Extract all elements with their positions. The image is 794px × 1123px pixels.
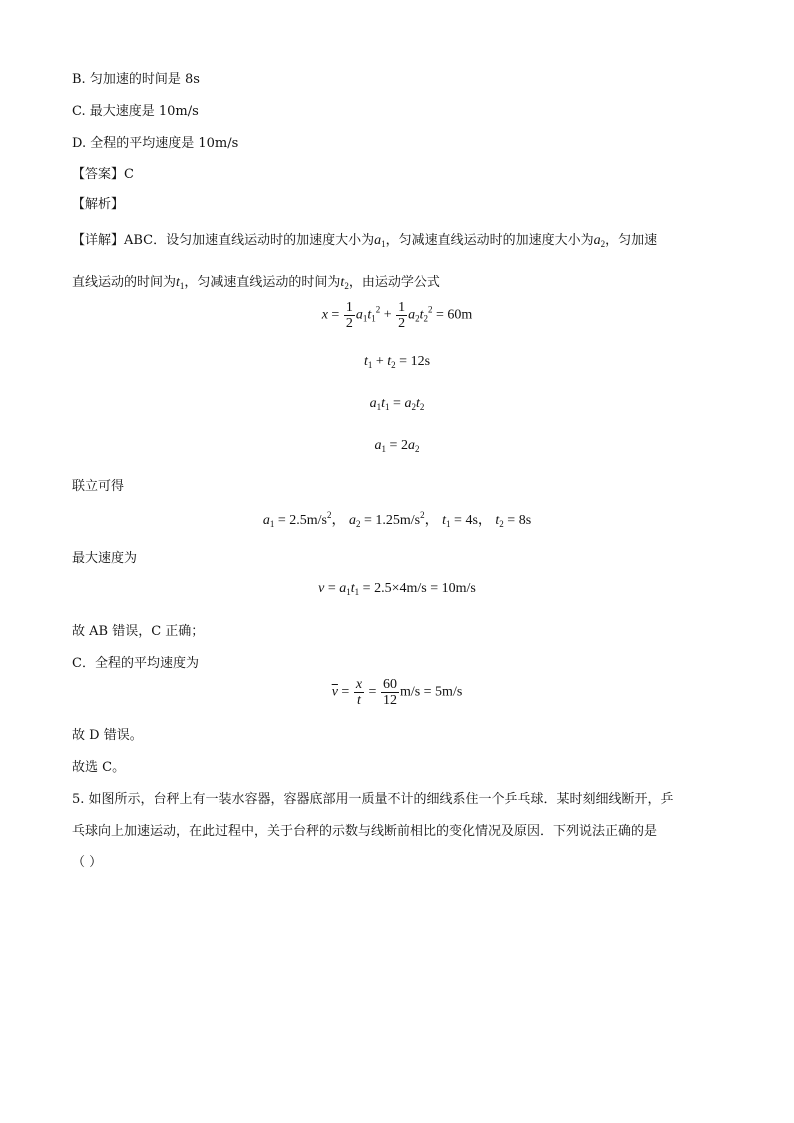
choose-answer: 故选 C。 (72, 760, 126, 775)
detail-text-1b: ，匀减速直线运动时的加速度大小为 (385, 233, 594, 248)
average-speed-label: C．全程的平均速度为 (72, 656, 199, 671)
question5-line3: （ ） (72, 855, 103, 870)
detail-paragraph-line2: 直线运动的时间为$t_1$，匀减速直线运动的时间为$t_2$，由运动学公式 (72, 275, 440, 291)
max-speed-label: 最大速度为 (72, 551, 138, 566)
avg-rhs: m/s = 5m/s (399, 684, 463, 700)
equation-accel-ratio: $a_1 = 2a_2$ (374, 438, 420, 454)
joint-label: 联立可得 (72, 479, 125, 494)
detail-text-2a: 直线运动的时间为 (72, 275, 177, 290)
avg-frac-den: 12 (382, 693, 397, 708)
avg-frac-num: 60 (382, 677, 397, 692)
answer-label: 【答案】C (72, 167, 134, 182)
analysis-heading: 【解析】 (72, 197, 125, 212)
question5-line2: 乓球向上加速运动，在此过程中，关于台秤的示数与线断前相比的变化情况及原因．下列说法正确的是 (72, 824, 658, 839)
option-b: B. 匀加速的时间是 8s (72, 72, 200, 87)
equation-results: $a_1 = 2.5m/s^2$， $a_2 = 1.25m/s^2$， $t_1 = 4s$， $t_2 = 8s$ (262, 510, 532, 529)
option-c: C. 最大速度是 10m/s (72, 104, 199, 119)
v-expression: 2.5×4m/s = 10m/s (374, 581, 476, 596)
eq2-rhs: 12s (410, 354, 431, 369)
equation-velocity-equal: $a_1t_1 = a_2t_2$ (369, 396, 425, 412)
equation-average-speed: $\overline{v}$ = $\frac{x}{t}$ = $\frac{60}{12}$ m/s = 5m/s (331, 677, 463, 708)
result-t2: 8s (518, 513, 532, 528)
result-a2: 1.25m/s (375, 513, 421, 528)
result-a1: 2.5m/s (289, 513, 327, 528)
detail-text-1c: ，匀加速 (605, 233, 658, 248)
option-d: D. 全程的平均速度是 10m/s (72, 136, 239, 151)
eq1-rhs: 60m (447, 307, 473, 323)
equation-max-speed: $v = a_1t_1 = 2.5\times 4m/s = 10m/s$ (318, 581, 476, 597)
question5-line1: 5. 如图所示，台秤上有一装水容器，容器底部用一质量不计的细线系住一个乒乓球．某时刻细线断开，乒 (72, 792, 674, 807)
detail-text-1a: 【详解】ABC．设匀加速直线运动时的加速度大小为 (72, 233, 375, 248)
conclusion-ab: 故 AB 错误，C 正确； (72, 624, 205, 639)
result-t1: 4s (465, 513, 478, 528)
detail-text-2b: ，匀减速直线运动的时间为 (184, 275, 341, 290)
detail-text-2c: ，由运动学公式 (348, 275, 440, 290)
eq4-rhs: 2 (400, 438, 408, 453)
conclusion-d: 故 D 错误。 (72, 728, 143, 743)
equation-displacement: x = $\frac{1}{2}$ $a_1t_1^2$ + $\frac{1}{2}$ $a_2t_2^2 = 60m$ (321, 300, 473, 331)
detail-paragraph-line1: 【详解】ABC．设匀加速直线运动时的加速度大小为$a_1$，匀减速直线运动时的加速度大小为$a_2$，匀加速 (72, 233, 658, 249)
equation-time-sum: $t_1 + t_2 = 12s$ (363, 354, 431, 370)
